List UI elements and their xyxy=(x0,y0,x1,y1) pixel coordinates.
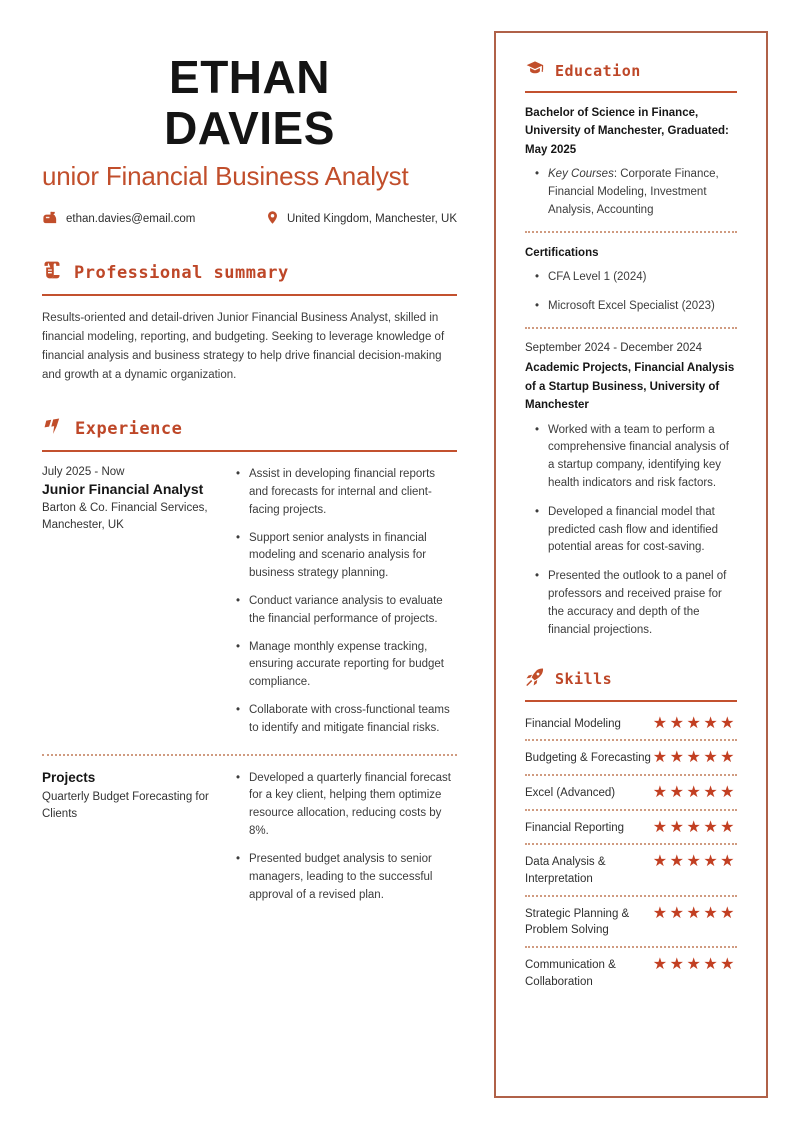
section-education xyxy=(525,59,737,640)
skill-row xyxy=(525,739,737,774)
skill-rating-stars: ★★★★★ xyxy=(652,747,737,767)
section-professional-summary xyxy=(42,260,457,385)
projects-subtitle: Quarterly Budget Forecasting for Clients xyxy=(42,790,209,820)
candidate-name xyxy=(42,52,457,153)
key-courses-text: : Corporate Finance, Financial Modeling, Investment Analysis, Accounting xyxy=(548,168,719,216)
education-degree: Bachelor of Science in Finance, University of Manchester, Graduated: May 2025 xyxy=(525,107,729,156)
skill-rating-stars: ★★★★★ xyxy=(652,953,737,973)
projects-entry xyxy=(42,770,457,915)
skills-underline xyxy=(525,700,737,702)
experience-bullet: • Support senior analysts in financial modeling and scenario analysis for business strategy planning. xyxy=(236,530,457,583)
summary-heading-row xyxy=(42,260,457,285)
experience-bullet-list xyxy=(236,466,457,748)
experience-heading: Experience xyxy=(75,418,183,439)
projects-bullet-list xyxy=(236,770,457,915)
experience-underline xyxy=(42,450,457,452)
candidate-name-line2: DAVIES xyxy=(164,101,335,154)
skill-rating-stars: ★★★★★ xyxy=(652,902,737,922)
mailbox-icon xyxy=(42,209,59,229)
academic-project-title: Academic Projects, Financial Analysis of a Startup Business, University of Manchester xyxy=(525,362,735,412)
main-column xyxy=(42,0,457,914)
summary-heading: Professional summary xyxy=(74,262,289,283)
experience-heading-row xyxy=(42,416,457,441)
skill-label: Communication & Collaboration xyxy=(525,958,616,988)
graduation-cap-icon xyxy=(525,59,545,83)
resume-header xyxy=(42,0,457,229)
location-text: United Kingdom, Manchester, UK xyxy=(286,213,457,226)
experience-bullet: • Manage monthly expense tracking, ensuring accurate reporting for budget compliance. xyxy=(236,639,457,692)
flag-icon xyxy=(42,416,63,441)
certification-item: • CFA Level 1 (2024) xyxy=(535,269,737,287)
scroll-icon xyxy=(42,260,62,285)
skill-label: Excel (Advanced) xyxy=(525,786,616,799)
skill-rating-stars: ★★★★★ xyxy=(652,851,737,871)
education-divider-2 xyxy=(525,327,737,329)
skill-rating-stars: ★★★★★ xyxy=(652,816,737,836)
academic-project-bullet: • Developed a financial model that predicted cash flow and identified potential areas for cost-saving. xyxy=(535,504,737,557)
education-heading-row xyxy=(525,59,737,83)
projects-bullet: • Presented budget analysis to senior managers, leading to the successful approval of a revised plan. xyxy=(236,851,457,904)
section-skills xyxy=(525,667,737,998)
education-courses xyxy=(535,166,737,219)
summary-text: Results-oriented and detail-driven Junior Financial Business Analyst, skilled in financial modeling, reporting, and budgeting. Seeking to leverage knowledge of financial analysis and business strategy to help drive financial decision-making and growth at a dynamic organization. xyxy=(42,312,445,382)
experience-role-title: Junior Financial Analyst xyxy=(42,481,204,498)
experience-bullet: • Conduct variance analysis to evaluate the financial performance of projects. xyxy=(236,593,457,629)
projects-bullet: • Developed a quarterly financial forecast for a key client, helping them optimize resource allocation, reducing costs by 8%. xyxy=(236,770,457,841)
certifications-title: Certifications xyxy=(525,246,599,259)
key-courses-label: Key Courses xyxy=(548,168,614,181)
job-title: unior Financial Business Analyst xyxy=(42,161,409,192)
skill-row xyxy=(525,707,737,740)
skill-label: Budgeting & Forecasting xyxy=(525,752,651,765)
certifications-list xyxy=(525,269,737,316)
skill-rating-stars: ★★★★★ xyxy=(652,781,737,801)
academic-project-dates: September 2024 - December 2024 xyxy=(525,341,703,354)
skill-row xyxy=(525,774,737,809)
skill-label: Financial Reporting xyxy=(525,821,625,834)
skill-row xyxy=(525,843,737,894)
skills-heading-row xyxy=(525,667,737,692)
skills-list xyxy=(525,707,737,998)
skill-rating-stars: ★★★★★ xyxy=(652,712,737,732)
academic-project-bullet: • Worked with a team to perform a comprehensive financial analysis of a startup company, identifying key health indicators and risk factors. xyxy=(535,422,737,493)
summary-underline xyxy=(42,294,457,296)
experience-bullet: • Assist in developing financial reports and forecasts for internal and client-facing projects. xyxy=(236,466,457,519)
skill-label: Data Analysis & Interpretation xyxy=(525,856,606,885)
candidate-name-line1: ETHAN xyxy=(169,51,330,103)
academic-project-bullet-list xyxy=(525,422,737,640)
education-underline xyxy=(525,91,737,93)
certification-item: • Microsoft Excel Specialist (2023) xyxy=(535,298,737,316)
education-courses-list xyxy=(525,166,737,219)
experience-meta xyxy=(42,466,222,748)
education-heading: Education xyxy=(555,62,641,80)
experience-dates: July 2025 - Now xyxy=(42,466,125,479)
experience-entry xyxy=(42,466,457,748)
section-experience xyxy=(42,416,457,914)
sidebar xyxy=(494,31,768,1098)
email-text: ethan.davies@email.com xyxy=(66,213,196,226)
rocket-icon xyxy=(525,667,545,692)
skill-row xyxy=(525,895,737,946)
skill-row xyxy=(525,809,737,844)
academic-project-bullet: • Presented the outlook to a panel of professors and received praise for the accuracy and depth of the financial projections. xyxy=(535,568,737,639)
skills-heading: Skills xyxy=(555,670,613,689)
contact-email xyxy=(42,209,195,229)
location-pin-icon xyxy=(265,209,280,229)
projects-title: Projects xyxy=(42,769,96,785)
skill-row xyxy=(525,946,737,997)
projects-meta xyxy=(42,770,222,915)
education-divider-1 xyxy=(525,231,737,233)
contact-row xyxy=(42,209,457,229)
skill-label: Financial Modeling xyxy=(525,717,621,730)
experience-company: Barton & Co. Financial Services, Manchester, UK xyxy=(42,502,208,532)
experience-divider xyxy=(42,754,457,756)
skill-label: Strategic Planning & Problem Solving xyxy=(525,907,630,937)
contact-location xyxy=(265,209,457,229)
experience-bullet: • Collaborate with cross-functional teams to identify and mitigate financial risks. xyxy=(236,702,457,738)
